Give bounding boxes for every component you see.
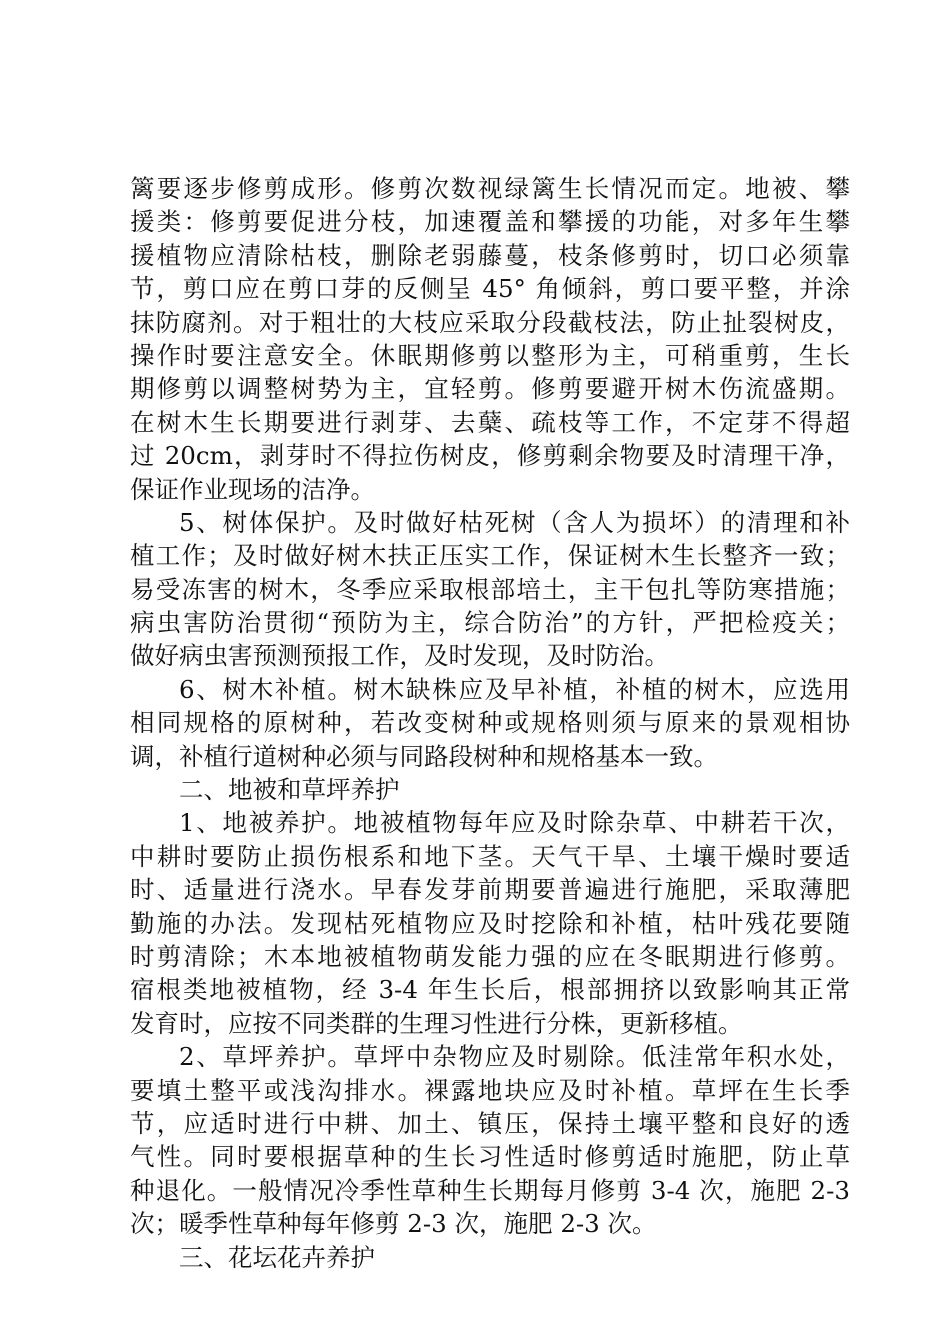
paragraph-line: 时剪清除；木本地被植物萌发能力强的应在冬眠期进行修剪。 (130, 941, 850, 971)
paragraph-line: 种退化。一般情况冷季性草种生长期每月修剪 3-4 次，施肥 2-3 (130, 1175, 850, 1205)
paragraph-line: 在树木生长期要进行剥芽、去蘖、疏枝等工作，不定芽不得超 (130, 407, 850, 437)
paragraph-line: 1、地被养护。地被植物每年应及时除杂草、中耕若干次， (179, 808, 850, 838)
paragraph-line: 易受冻害的树木，冬季应采取根部培土，主干包扎等防寒措施； (130, 574, 850, 604)
paragraph-line: 操作时要注意安全。休眠期修剪以整形为主，可稍重剪，生长 (130, 340, 850, 370)
paragraph-line: 过 20cm，剥芽时不得拉伤树皮，修剪剩余物要及时清理干净， (130, 441, 850, 471)
paragraph-line: 病虫害防治贯彻“预防为主，综合防治”的方针，严把检疫关； (130, 608, 850, 638)
paragraph-line: 保证作业现场的洁净。 (130, 474, 375, 504)
paragraph-line: 6、树木补植。树木缺株应及早补植，补植的树木，应选用 (179, 674, 850, 704)
paragraph-line: 调，补植行道树种必须与同路段树种和规格基本一致。 (130, 741, 718, 771)
section-heading: 二、地被和草坪养护 (179, 775, 400, 805)
paragraph-line: 节，应适时进行中耕、加土、镇压，保持土壤平整和良好的透 (130, 1108, 850, 1138)
paragraph-line: 勤施的办法。发现枯死植物应及时挖除和补植，枯叶残花要随 (130, 908, 850, 938)
document-body (130, 172, 850, 1274)
paragraph-line: 期修剪以调整树势为主，宜轻剪。修剪要避开树木伤流盛期。 (130, 374, 850, 404)
paragraph-line: 中耕时要防止损伤根系和地下茎。天气干旱、土壤干燥时要适 (130, 841, 850, 871)
paragraph-line: 次；暖季性草种每年修剪 2-3 次，施肥 2-3 次。 (130, 1209, 657, 1239)
paragraph-line: 篱要逐步修剪成形。修剪次数视绿篱生长情况而定。地被、攀 (130, 174, 850, 203)
paragraph-line: 宿根类地被植物，经 3-4 年生长后，根部拥挤以致影响其正常 (130, 975, 850, 1005)
paragraph-line: 要填土整平或浅沟排水。裸露地块应及时补植。草坪在生长季 (130, 1075, 850, 1105)
paragraph-line: 时、适量进行浇水。早春发芽前期要普遍进行施肥，采取薄肥 (130, 875, 850, 905)
paragraph-line: 气性。同时要根据草种的生长习性适时修剪适时施肥，防止草 (130, 1142, 850, 1172)
paragraph-line: 发育时，应按不同类群的生理习性进行分株，更新移植。 (130, 1008, 743, 1038)
paragraph-line: 抹防腐剂。对于粗壮的大枝应采取分段截枝法，防止扯裂树皮， (130, 307, 850, 337)
paragraph-line: 5、树体保护。及时做好枯死树（含人为损坏）的清理和补 (179, 507, 850, 537)
section-heading: 三、花坛花卉养护 (179, 1242, 375, 1272)
paragraph-line: 相同规格的原树种，若改变树种或规格则须与原来的景观相协 (130, 708, 850, 738)
paragraph-line: 节，剪口应在剪口芽的反侧呈 45° 角倾斜，剪口要平整，并涂 (130, 274, 850, 304)
paragraph-line: 援植物应清除枯枝，删除老弱藤蔓，枝条修剪时，切口必须靠 (130, 240, 850, 270)
paragraph-line: 植工作；及时做好树木扶正压实工作，保证树木生长整齐一致； (130, 541, 850, 571)
paragraph-line: 做好病虫害预测预报工作，及时发现，及时防治。 (130, 641, 669, 671)
paragraph-line: 援类：修剪要促进分枝，加速覆盖和攀援的功能，对多年生攀 (130, 207, 850, 237)
paragraph-line: 2、草坪养护。草坪中杂物应及时剔除。低洼常年积水处， (179, 1042, 850, 1072)
